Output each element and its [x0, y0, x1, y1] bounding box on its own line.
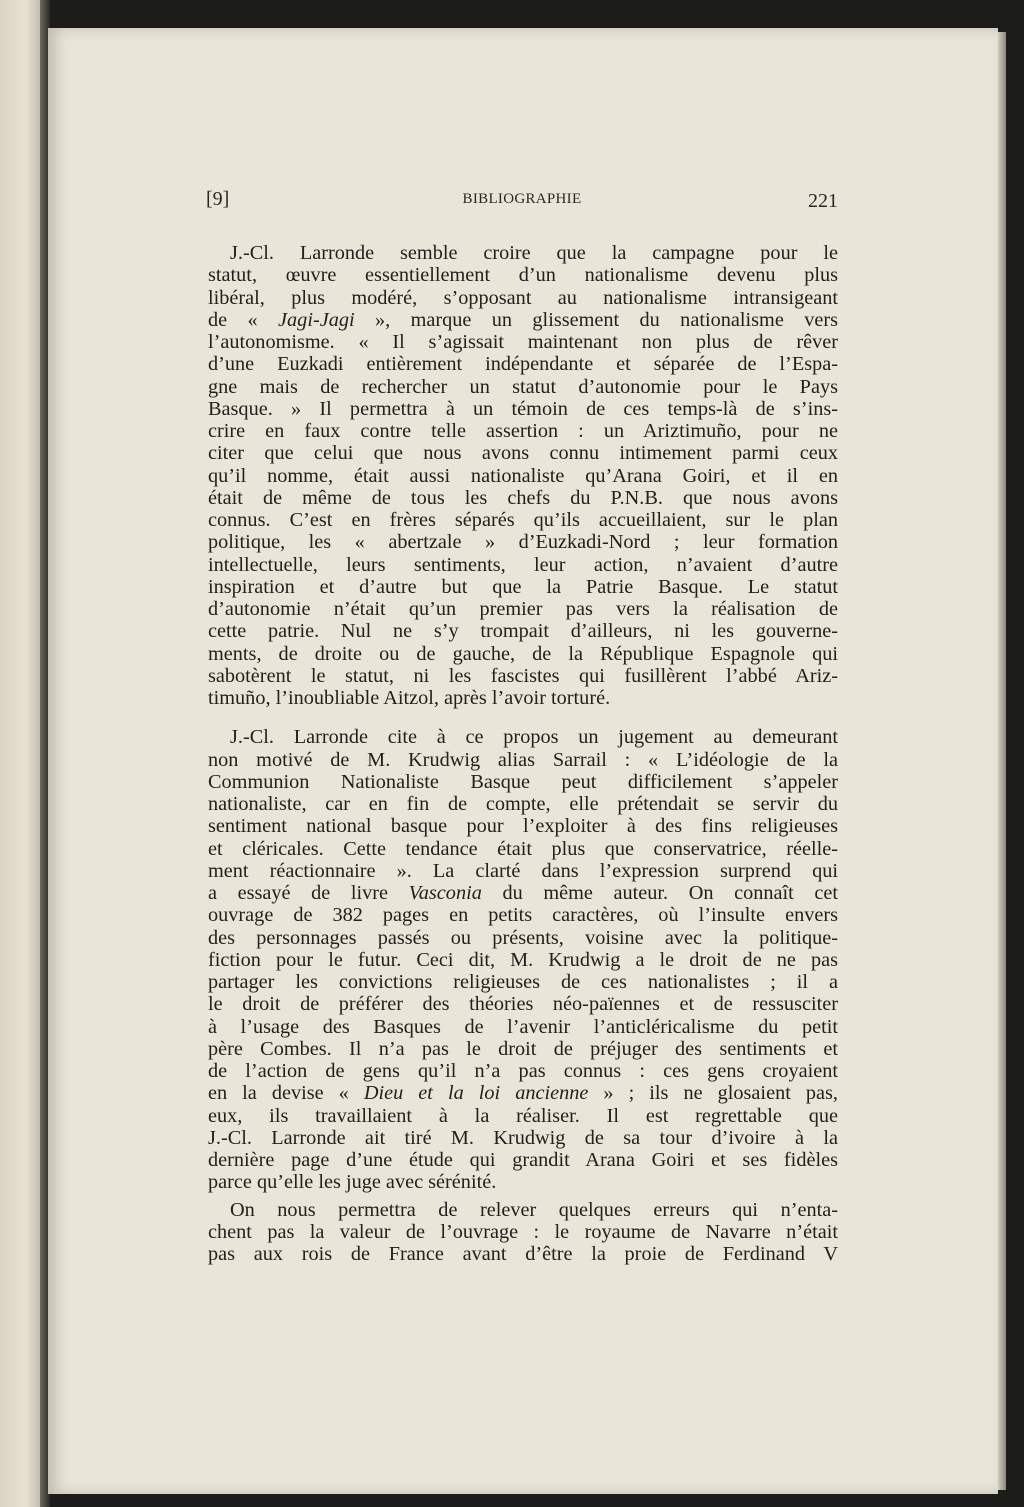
text-line [208, 749, 838, 771]
text-line [208, 1171, 838, 1193]
text-segment: pas aux rois de France avant d’être la proie de Ferdinand V [208, 1243, 838, 1265]
text-segment: Communion Nationaliste Basque peut difficilement s’appeler [208, 770, 838, 793]
text-line [208, 860, 838, 882]
text-segment: politique, les « abertzale » d’Euzkadi-Nord ; leur formation [208, 531, 838, 554]
text-line [208, 554, 838, 576]
facing-page-edge [0, 0, 44, 1507]
text-line [208, 904, 838, 926]
text-line [208, 949, 838, 971]
text-segment: de l’action de gens qu’il n’a pas connus : ces gens croyaient [208, 1060, 838, 1082]
text-segment: timuño, l’inoubliable Aitzol, après l’avoir torturé. [208, 687, 611, 709]
text-segment: », marque un glissement du nationalisme vers [354, 308, 838, 331]
text-segment: partager les convictions religieuses de ces nationalistes ; il a [208, 971, 838, 993]
text-segment: J.-Cl. Larronde cite à ce propos un jugement au demeurant [230, 726, 838, 749]
text-segment: sentiment national basque pour l’exploiter à des fins religieuses [208, 815, 838, 838]
text-line [208, 287, 838, 309]
text-segment: sabotèrent le statut, ni les fascistes qui fusillèrent l’abbé Ariz- [208, 664, 838, 687]
text-segment: parce qu’elle les juge avec sérénité. [208, 1171, 497, 1194]
text-line [208, 927, 838, 949]
text-segment: » ; ils ne glosaient pas, [588, 1082, 838, 1105]
text-line [208, 620, 838, 642]
italic-title: Jagi-Jagi [278, 308, 355, 331]
text-segment: d’une Euzkadi entièrement indépendante et séparée de l’Espa- [208, 353, 838, 376]
text-line [208, 643, 838, 665]
paragraph [208, 726, 838, 1193]
text-segment: l’autonomisme. « Il s’agissait maintenant non plus de rêver [208, 331, 838, 353]
text-segment: cette patrie. Nul ne s’y trompait d’ailleurs, ni les gouverne- [208, 620, 838, 643]
text-line [208, 487, 838, 509]
text-line [208, 793, 838, 815]
text-segment: statut, œuvre essentiellement d’un nationalisme devenu plus [208, 264, 838, 287]
text-segment: du même auteur. On connaît cet [481, 882, 838, 904]
italic-title: Vasconia [408, 882, 482, 904]
text-line [208, 598, 838, 620]
text-segment: inspiration et d’autre but que la Patrie Basque. Le statut [208, 575, 838, 598]
text-line [208, 882, 838, 904]
text-line [208, 1016, 838, 1038]
text-segment: ment réactionnaire ». La clarté dans l’expression surprend qui [208, 859, 838, 882]
text-segment: était de même de tous les chefs du P.N.B. que nous avons [208, 486, 838, 509]
text-segment: ouvrage de 382 pages en petits caractères, où l’insulte envers [208, 904, 838, 927]
text-segment: d’autonomie n’était qu’un premier pas vers la réalisation de [208, 598, 838, 620]
text-line [208, 465, 838, 487]
paragraph [208, 242, 838, 709]
text-segment: connus. C’est en frères séparés qu’ils accueillaient, sur le plan [208, 509, 838, 531]
text-line [208, 1221, 838, 1243]
text-line [208, 665, 838, 687]
page-edge [998, 32, 1006, 1490]
text-segment: père Combes. Il n’a pas le droit de préjuger des sentiments et [208, 1037, 838, 1060]
text-segment: chent pas la valeur de l’ouvrage : le royaume de Navarre n’était [208, 1220, 838, 1243]
text-line [208, 376, 838, 398]
text-line [208, 993, 838, 1015]
text-segment: a essayé de livre [208, 882, 409, 904]
text-line [208, 353, 838, 375]
running-header [206, 186, 838, 216]
text-line [208, 1060, 838, 1082]
running-title: BIBLIOGRAPHIE [462, 191, 582, 207]
text-segment: de « [208, 308, 279, 331]
text-segment: le droit de préférer des théories néo-païennes et de ressusciter [208, 993, 838, 1016]
text-segment: ments, de droite ou de gauche, de la République Espagnole qui [208, 642, 838, 665]
text-line [208, 331, 838, 353]
text-line [208, 398, 838, 420]
text-segment: intellectuelle, leurs sentiments, leur action, n’avaient d’autre [208, 553, 838, 576]
text-segment: non motivé de M. Krudwig alias Sarrail : « L’idéologie de la [208, 748, 838, 771]
text-line [208, 687, 838, 709]
text-segment: J.-Cl. Larronde semble croire que la campagne pour le [230, 242, 838, 264]
text-segment: nationaliste, car en fin de compte, elle prétendait se servir du [208, 793, 838, 815]
page-number: 221 [808, 190, 838, 212]
text-segment: à l’usage des Basques de l’avenir l’anticléricalisme du petit [208, 1015, 838, 1038]
italic-title: Dieu et la loi ancienne [363, 1082, 589, 1105]
body-text [208, 242, 838, 1265]
text-line [208, 1127, 838, 1149]
text-line [208, 971, 838, 993]
text-segment: On nous permettra de relever quelques erreurs qui n’enta- [230, 1198, 838, 1221]
text-line [208, 1199, 838, 1221]
text-line [208, 1038, 838, 1060]
text-segment: dernière page d’une étude qui grandit Arana Goiri et ses fidèles [208, 1149, 838, 1171]
text-segment: J.-Cl. Larronde ait tiré M. Krudwig de sa tour d’ivoire à la [208, 1126, 838, 1149]
paragraph [208, 1199, 838, 1266]
text-line [208, 309, 838, 331]
text-line [208, 815, 838, 837]
text-line [208, 726, 838, 748]
text-segment: libéral, plus modéré, s’opposant au nationalisme intransigeant [208, 286, 838, 309]
text-line [208, 1105, 838, 1127]
text-segment: Basque. » Il permettra à un témoin de ces temps-là de s’ins- [208, 397, 838, 420]
text-line [208, 420, 838, 442]
text-segment: en la devise « [208, 1082, 364, 1105]
text-segment: qu’il nomme, était aussi nationaliste qu’Arana Goiri, et il en [208, 464, 838, 487]
text-line [208, 771, 838, 793]
text-segment: gne mais de rechercher un statut d’autonomie pour le Pays [208, 375, 838, 398]
text-line [208, 1243, 838, 1265]
text-line [208, 576, 838, 598]
book-page [48, 28, 998, 1494]
text-line [208, 264, 838, 286]
text-line [208, 838, 838, 860]
text-segment: des personnages passés ou présents, voisine avec la politique- [208, 926, 838, 949]
text-line [208, 242, 838, 264]
text-line [208, 509, 838, 531]
section-number: [9] [206, 188, 230, 210]
text-line [208, 1149, 838, 1171]
text-segment: eux, ils travaillaient à la réaliser. Il est regrettable que [208, 1104, 838, 1127]
text-segment: fiction pour le futur. Ceci dit, M. Krudwig a le droit de ne pas [208, 948, 838, 971]
text-segment: et cléricales. Cette tendance était plus que conservatrice, réelle- [208, 837, 838, 860]
text-line [208, 531, 838, 553]
text-segment: crire en faux contre telle assertion : un Ariztimuño, pour ne [208, 420, 838, 442]
text-segment: citer que celui que nous avons connu intimement parmi ceux [208, 442, 838, 465]
text-line [208, 1082, 838, 1104]
text-line [208, 442, 838, 464]
